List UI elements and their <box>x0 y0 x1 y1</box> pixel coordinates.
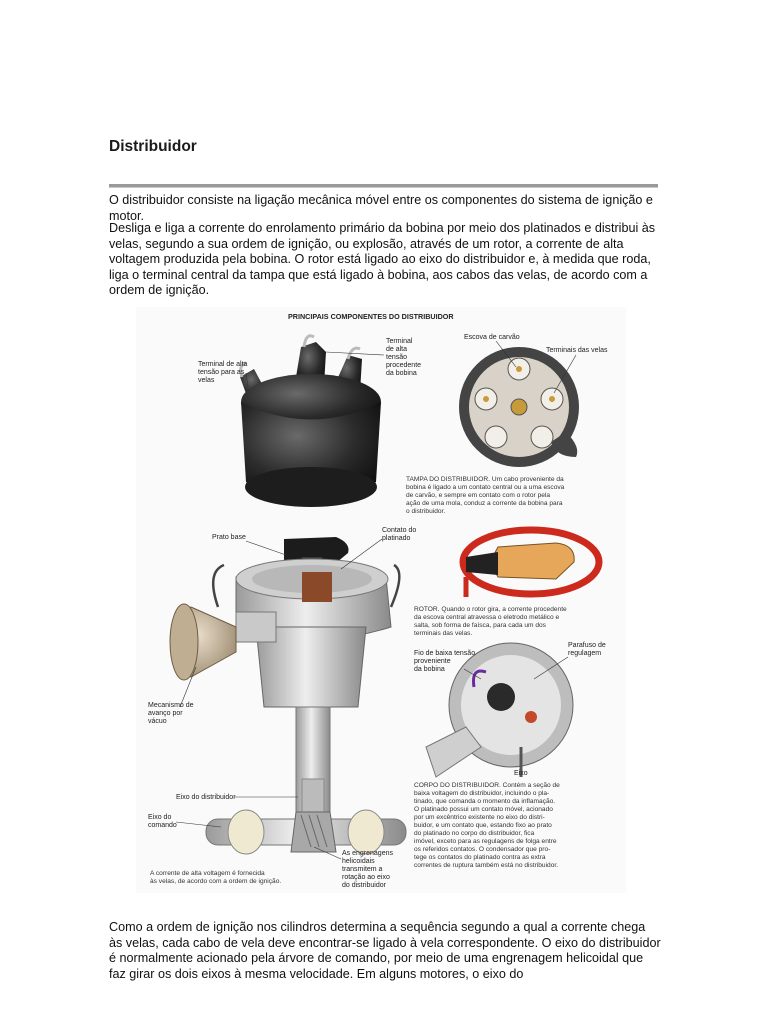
label-mecanismo-avanco <box>148 702 194 725</box>
figure-title: PRINCIPAIS COMPONENTES DO DISTRIBUIDOR <box>288 312 454 321</box>
svg-text:tensão: tensão <box>386 354 408 361</box>
svg-text:Mecanismo de: Mecanismo de <box>148 702 194 709</box>
label-eixo-distribuidor: Eixo do distribuidor <box>176 794 236 801</box>
tampa-caption <box>406 476 565 515</box>
svg-text:Contato do: Contato do <box>382 527 417 534</box>
svg-text:proveniente: proveniente <box>414 658 451 665</box>
svg-text:tege os contatos do platinado: tege os contatos do platinado contra as extra <box>414 854 546 861</box>
bottom-caption <box>150 870 281 885</box>
svg-text:do platinado no corpo do distr: do platinado no corpo do distribuidor, fica <box>414 830 535 837</box>
svg-text:procedente: procedente <box>386 362 422 369</box>
svg-text:O platinado possui um contato: O platinado possui um contato móvel, acionado <box>414 806 553 813</box>
svg-text:ROTOR. Quando o rotor gira, a: ROTOR. Quando o rotor gira, a corrente procedente <box>414 606 567 613</box>
distributor-illustration <box>136 307 626 893</box>
label-escova-carvao: Escova de carvão <box>464 334 520 341</box>
svg-text:da bobina: da bobina <box>386 370 417 377</box>
svg-text:rotação ao eixo: rotação ao eixo <box>342 874 390 881</box>
svg-text:platinado: platinado <box>382 535 411 542</box>
svg-text:avanço por: avanço por <box>148 710 183 717</box>
label-parafuso-regulagem <box>568 642 606 657</box>
svg-text:por um excêntrico existente no: por um excêntrico existente no eixo do distri- <box>414 814 545 821</box>
rotor-illustration <box>463 530 599 597</box>
label-contato-platinado <box>382 527 416 542</box>
svg-text:às velas, de acordo com a orde: às velas, de acordo com a ordem de ignição. <box>150 878 282 885</box>
label-prato-base: Prato base <box>212 534 246 541</box>
svg-text:correntes de ruptura também es: correntes de ruptura também está no distribuidor. <box>414 862 559 869</box>
label-terminal-alta-velas <box>198 361 248 384</box>
svg-text:transmitem a: transmitem a <box>342 866 383 873</box>
svg-text:o distribuidor.: o distribuidor. <box>406 508 446 515</box>
distributor-diagram <box>136 307 626 893</box>
svg-text:terminais das velas.: terminais das velas. <box>414 630 473 637</box>
svg-text:Parafuso de: Parafuso de <box>568 642 606 649</box>
svg-text:A corrente de alta voltagem é: A corrente de alta voltagem é fornecida <box>150 870 265 877</box>
label-terminais-velas: Terminais das velas <box>546 347 608 354</box>
svg-text:salta, sob forma de faísca, pa: salta, sob forma de faísca, para cada um dos <box>414 622 546 629</box>
label-engrenagens <box>342 850 393 889</box>
svg-text:TAMPA DO DISTRIBUIDOR. Um cabo: TAMPA DO DISTRIBUIDOR. Um cabo proveniente da <box>406 476 564 483</box>
svg-text:velas: velas <box>198 377 215 384</box>
svg-text:tensão para as: tensão para as <box>198 369 245 376</box>
svg-text:baixa voltagem do distribuidor: baixa voltagem do distribuidor, incluindo o pla- <box>414 790 550 797</box>
label-eixo: Eixo <box>514 770 528 777</box>
svg-text:Terminal: Terminal <box>386 338 413 345</box>
svg-text:imóvel, exceto para as regulag: imóvel, exceto para as regulagens de folga entre <box>414 838 557 845</box>
camshaft-and-gears <box>206 810 406 854</box>
svg-text:tinado, que comanda o momento: tinado, que comanda o momento da inflamação. <box>414 798 556 805</box>
rotor-caption <box>414 606 567 637</box>
heading-divider <box>109 184 658 188</box>
paragraph-intro: O distribuidor consiste na ligação mecânica móvel entre os componentes do sistema de ignição e motor. <box>109 193 653 223</box>
svg-text:Terminal de alta: Terminal de alta <box>198 361 248 368</box>
svg-text:da bobina: da bobina <box>414 666 445 673</box>
label-terminal-alta-bobina <box>386 338 421 377</box>
svg-text:os referidos contatos. O conde: os referidos contatos. O condensador que pro- <box>414 846 551 853</box>
label-eixo-comando <box>148 814 177 829</box>
distributor-cap <box>240 336 381 507</box>
svg-text:de alta: de alta <box>386 346 408 353</box>
svg-text:CORPO DO DISTRIBUIDOR. Contém: CORPO DO DISTRIBUIDOR. Contém a seção de <box>414 782 560 789</box>
svg-text:regulagem: regulagem <box>568 650 602 657</box>
corpo-caption <box>414 782 560 869</box>
vacuum-advance-mechanism <box>170 604 236 680</box>
svg-text:bobina é ligado a um contato c: bobina é ligado a um contato central ou a uma escova <box>406 484 565 491</box>
svg-text:comando: comando <box>148 822 177 829</box>
svg-text:vácuo: vácuo <box>148 718 167 725</box>
svg-text:helicoidais: helicoidais <box>342 858 375 865</box>
svg-text:ação de uma mola, conduz a cor: ação de uma mola, conduz a corrente da bobina para <box>406 500 563 507</box>
svg-text:Fio de baixa tensão: Fio de baixa tensão <box>414 650 476 657</box>
page-title: Distribuidor <box>109 138 197 155</box>
paragraph-ignition-order: Como a ordem de ignição nos cilindros determina a sequência segundo a qual a corrente chega às velas, cada cabo de vela deve encontrar-se ligado à vela correspondente. O eixo do distribuidor é normalmente acionado pela árvore de comando, por meio de uma engrenagem helicoidal que faz girar os dois eixos à mesma velocidade. Em alguns motores, o eixo do <box>109 920 661 981</box>
cap-interior-view <box>459 347 579 467</box>
distributor-body <box>213 537 399 839</box>
svg-text:do distribuidor: do distribuidor <box>342 882 386 889</box>
paragraph-function: Desliga e liga a corrente do enrolamento primário da bobina por meio dos platinados e distribui às velas, segundo a sua ordem de ignição, ou explosão, através de um rotor, a corrente de alta voltagem produzida pela bobina. O rotor está ligado ao eixo do distribuidor e, à medida que roda, liga o terminal central da tampa que está ligado à bobina, aos cabos das velas, de acordo com a ordem de ignição. <box>109 221 656 298</box>
svg-text:buidor, e um contato que, esta: buidor, e um contato que, estando fixo ao prato <box>414 822 552 829</box>
svg-text:Eixo do: Eixo do <box>148 814 172 821</box>
svg-text:da escova central atravessa o: da escova central atravessa o eletrodo metálico e <box>414 614 560 621</box>
svg-text:As engrenagens: As engrenagens <box>342 850 393 857</box>
svg-text:de carvão, e sempre em contato: de carvão, e sempre em contato com o rotor pela <box>406 492 551 499</box>
